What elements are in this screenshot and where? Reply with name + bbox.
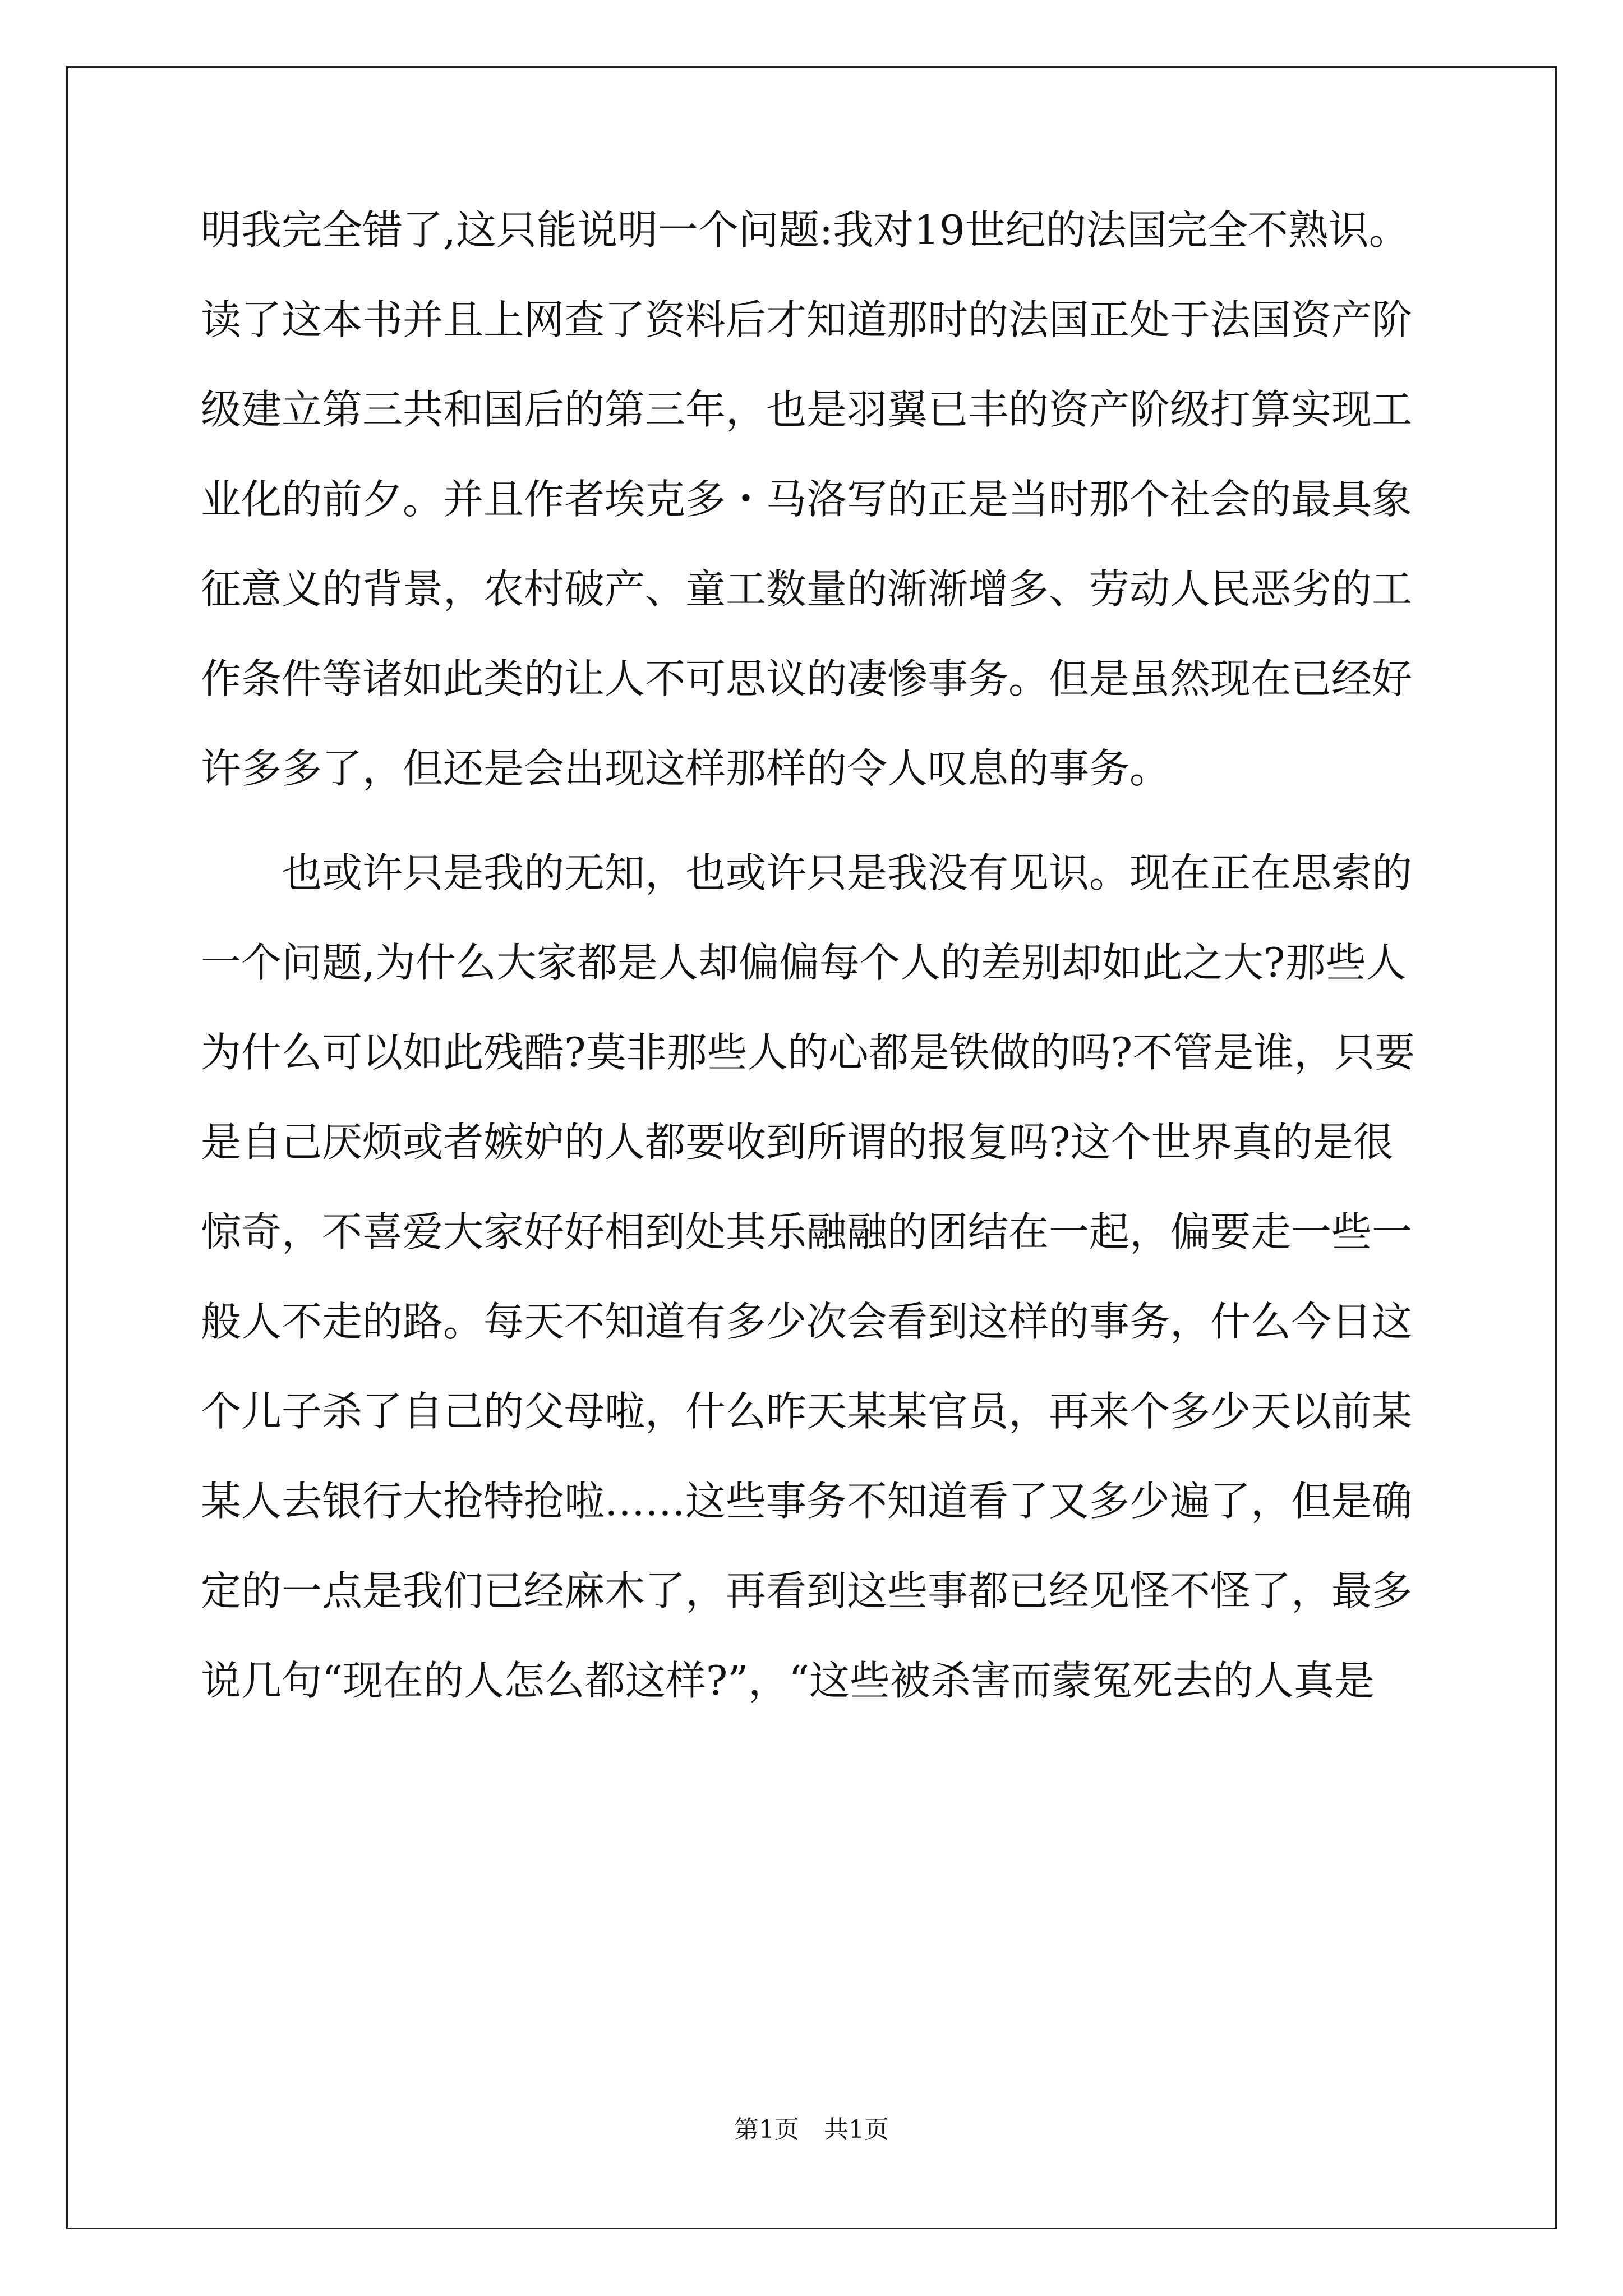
text-line: 某人去银行大抢特抢啦……这些事务不知道看了又多少遍了，但是确 [201, 1478, 1413, 1525]
text-line: 征意义的背景，农村破产、童工数量的渐渐增多、劳动人民恶劣的工 [201, 565, 1413, 613]
text-line: 定的一点是我们已经麻木了，再看到这些事都已经见怪不怪了，最多 [201, 1567, 1413, 1614]
text-line: 许多多了，但还是会出现这样那样的令人叹息的事务。 [201, 745, 1170, 792]
text-line: 读了这本书并且上网查了资料后才知道那时的法国正处于法国资产阶 [201, 296, 1413, 343]
text-line: 说几句“现在的人怎么都这样?”，“这些被杀害而蒙冤死去的人真是 [201, 1657, 1375, 1704]
text-line: 也或许只是我的无知，也或许只是我没有见识。现在正在思索的 [201, 849, 1413, 896]
document-body [201, 185, 1429, 1726]
text-line: 是自己厌烦或者嫉妒的人都要收到所谓的报复吗?这个世界真的是很 [201, 1119, 1394, 1166]
text-line: 般人不走的路。每天不知道有多少次会看到这样的事务，什么今日这 [201, 1298, 1413, 1345]
text-line: 个儿子杀了自己的父母啦，什么昨天某某官员，再来个多少天以前某 [201, 1388, 1413, 1435]
paragraph-2 [201, 828, 1429, 1726]
page-footer [0, 2109, 1623, 2145]
text-line: 为什么可以如此残酷?莫非那些人的心都是铁做的吗?不管是谁，只要 [201, 1029, 1415, 1076]
paragraph-spacer [201, 813, 1429, 828]
text-line: 业化的前夕。并且作者埃克多・马洛写的正是当时那个社会的最具象 [201, 476, 1413, 523]
paragraph-1 [201, 185, 1429, 813]
text-line: 一个问题,为什么大家都是人却偏偏每个人的差别却如此之大?那些人 [201, 939, 1407, 986]
text-line: 级建立第三共和国后的第三年，也是羽翼已丰的资产阶级打算实现工 [201, 386, 1413, 433]
text-line: 作条件等诸如此类的让人不可思议的凄惨事务。但是虽然现在已经好 [201, 655, 1413, 702]
page-number: 第1页 共1页 [734, 2115, 889, 2144]
text-line: 明我完全错了,这只能说明一个问题:我对19世纪的法国完全不熟识。 [201, 206, 1409, 254]
text-line: 惊奇，不喜爱大家好好相到处其乐融融的团结在一起，偏要走一些一 [201, 1208, 1413, 1255]
